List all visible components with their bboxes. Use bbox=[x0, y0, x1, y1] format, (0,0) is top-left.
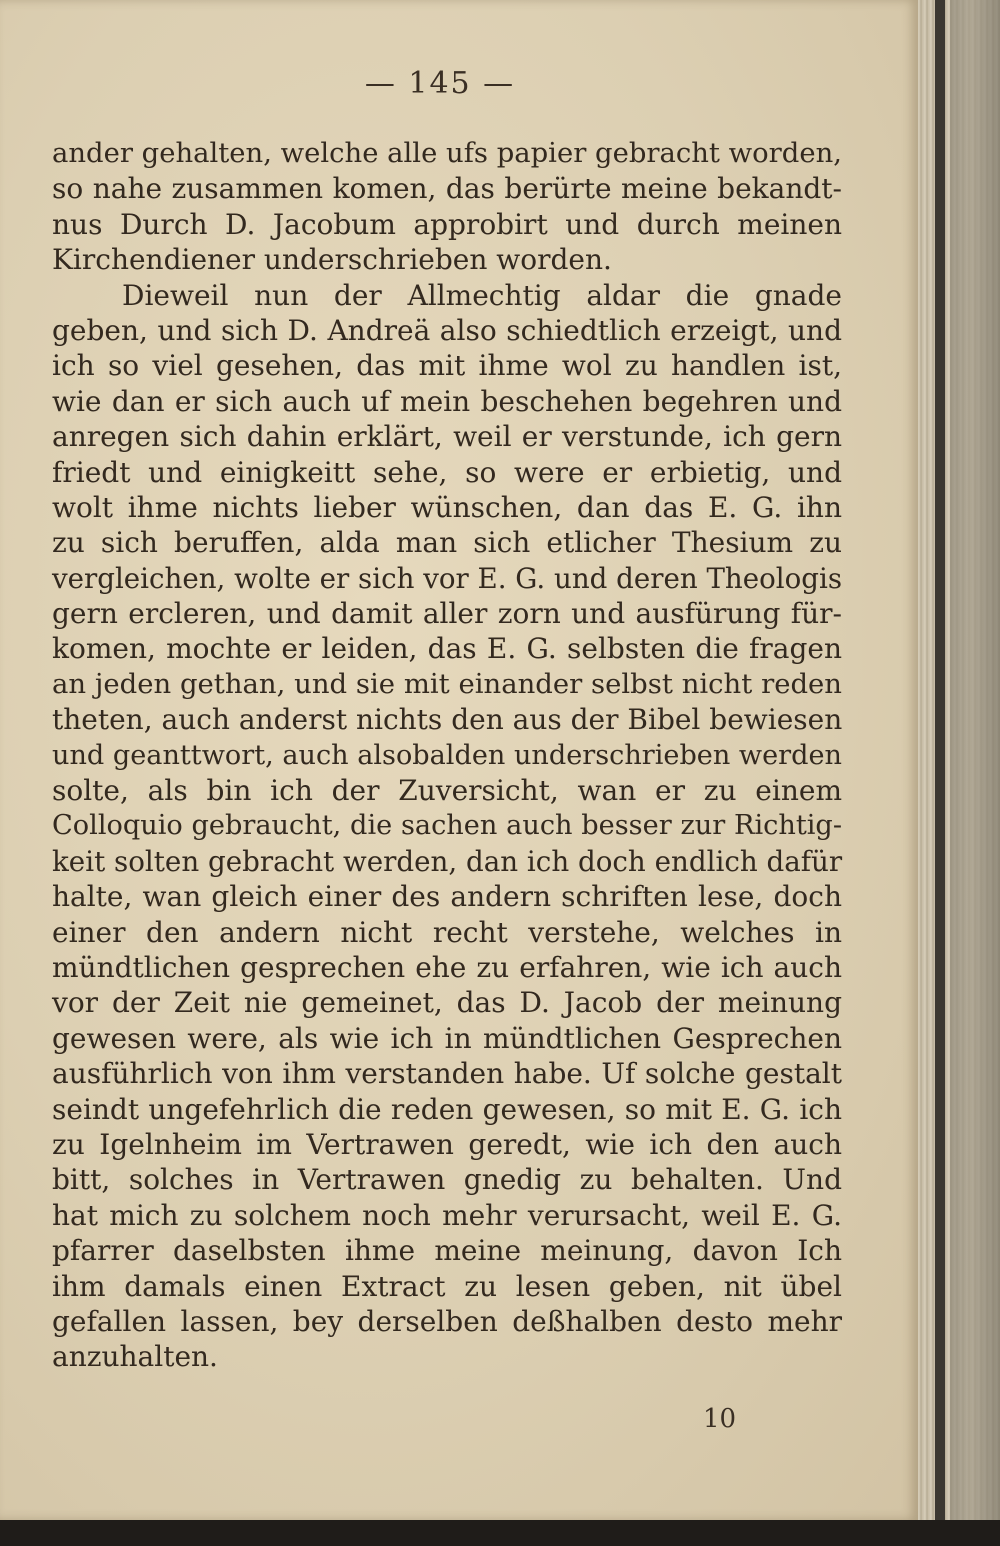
text-line: nus Durch D. Jacobum approbirt und durch meinen bbox=[52, 207, 842, 241]
text-line: ander gehalten, welche alle ufs papier gebracht worden, bbox=[52, 138, 842, 169]
text-line: vergleichen, wolte er sich vor E. G. und deren Theologis bbox=[52, 561, 843, 595]
scan-bottom-band bbox=[0, 1520, 1000, 1546]
text-line: zu Igelnheim im Vertrawen geredt, wie ich den auch bbox=[52, 1127, 842, 1161]
text-line: anregen sich dahin erklärt, weil er verstunde, ich gern bbox=[52, 420, 842, 454]
text-line: einer den andern nicht recht verstehe, welches in bbox=[52, 915, 842, 949]
text-line: friedt und einigkeitt sehe, so were er erbietig, und bbox=[52, 455, 842, 489]
text-line: anzuhalten. bbox=[52, 1340, 218, 1374]
text-line: seindt ungefehrlich die reden gewesen, so mit E. G. ich bbox=[52, 1092, 842, 1126]
text-line: an jeden gethan, und sie mit einander selbst nicht reden bbox=[52, 667, 842, 700]
text-line: gefallen lassen, bey derselben deßhalben desto mehr bbox=[52, 1304, 842, 1338]
text-line: wie dan er sich auch uf mein beschehen begehren und bbox=[52, 384, 842, 418]
text-line: mündtlichen gesprechen ehe zu erfahren, wie ich auch bbox=[52, 950, 842, 984]
text-line: komen, mochte er leiden, das E. G. selbsten die fragen bbox=[52, 632, 842, 666]
text-line: gewesen were, als wie ich in mündtlichen Gesprechen bbox=[52, 1021, 842, 1055]
text-line: ich so viel gesehen, das mit ihme wol zu handlen ist, bbox=[52, 349, 842, 383]
text-line: Colloquio gebraucht, die sachen auch besser zur Richtig- bbox=[52, 810, 842, 842]
text-line: Kirchendiener underschrieben worden. bbox=[52, 243, 612, 277]
text-line: wolt ihme nichts lieber wünschen, dan das E. G. ihn bbox=[52, 490, 842, 524]
text-line: und geanttwort, auch alsobalden underschrieben werden bbox=[52, 739, 842, 771]
body-text bbox=[52, 136, 842, 1375]
text-line: halte, wan gleich einer des andern schriften lese, doch bbox=[52, 880, 842, 914]
page-edges bbox=[905, 0, 1000, 1546]
text-line: so nahe zusammen komen, das berürte meine bekandt- bbox=[52, 172, 842, 206]
text-line: gern ercleren, und damit aller zorn und ausfürung für- bbox=[52, 597, 842, 631]
text-line: solte, als bin ich der Zuversicht, wan er zu einem bbox=[52, 774, 842, 808]
text-line: ausführlich von ihm verstanden habe. Uf solche gestalt bbox=[52, 1057, 842, 1091]
text-line: keit solten gebracht werden, dan ich doch endlich dafür bbox=[52, 844, 843, 878]
text-line: zu sich beruffen, alda man sich etlicher Thesium zu bbox=[52, 526, 842, 560]
text-line: hat mich zu solchem noch mehr verursacht, weil E. G. bbox=[52, 1198, 842, 1232]
text-line: theten, auch anderst nichts den aus der Bibel bewiesen bbox=[52, 703, 843, 737]
text-line: geben, und sich D. Andreä also schiedtlich erzeigt, und bbox=[52, 313, 842, 347]
signature-mark: 10 bbox=[703, 1404, 737, 1434]
text-line: Dieweil nun der Allmechtig aldar die gnade bbox=[122, 278, 842, 312]
text-line: vor der Zeit nie gemeinet, das D. Jacob der meinung bbox=[52, 986, 842, 1020]
text-line: ihm damals einen Extract zu lesen geben, nit übel bbox=[52, 1269, 842, 1303]
text-line: bitt, solches in Vertrawen gnedig zu behalten. Und bbox=[52, 1163, 842, 1197]
text-line: pfarrer daselbsten ihme meine meinung, davon Ich bbox=[52, 1234, 842, 1268]
page-number-header: — 145 — bbox=[364, 66, 516, 101]
cover-edge bbox=[935, 0, 945, 1546]
